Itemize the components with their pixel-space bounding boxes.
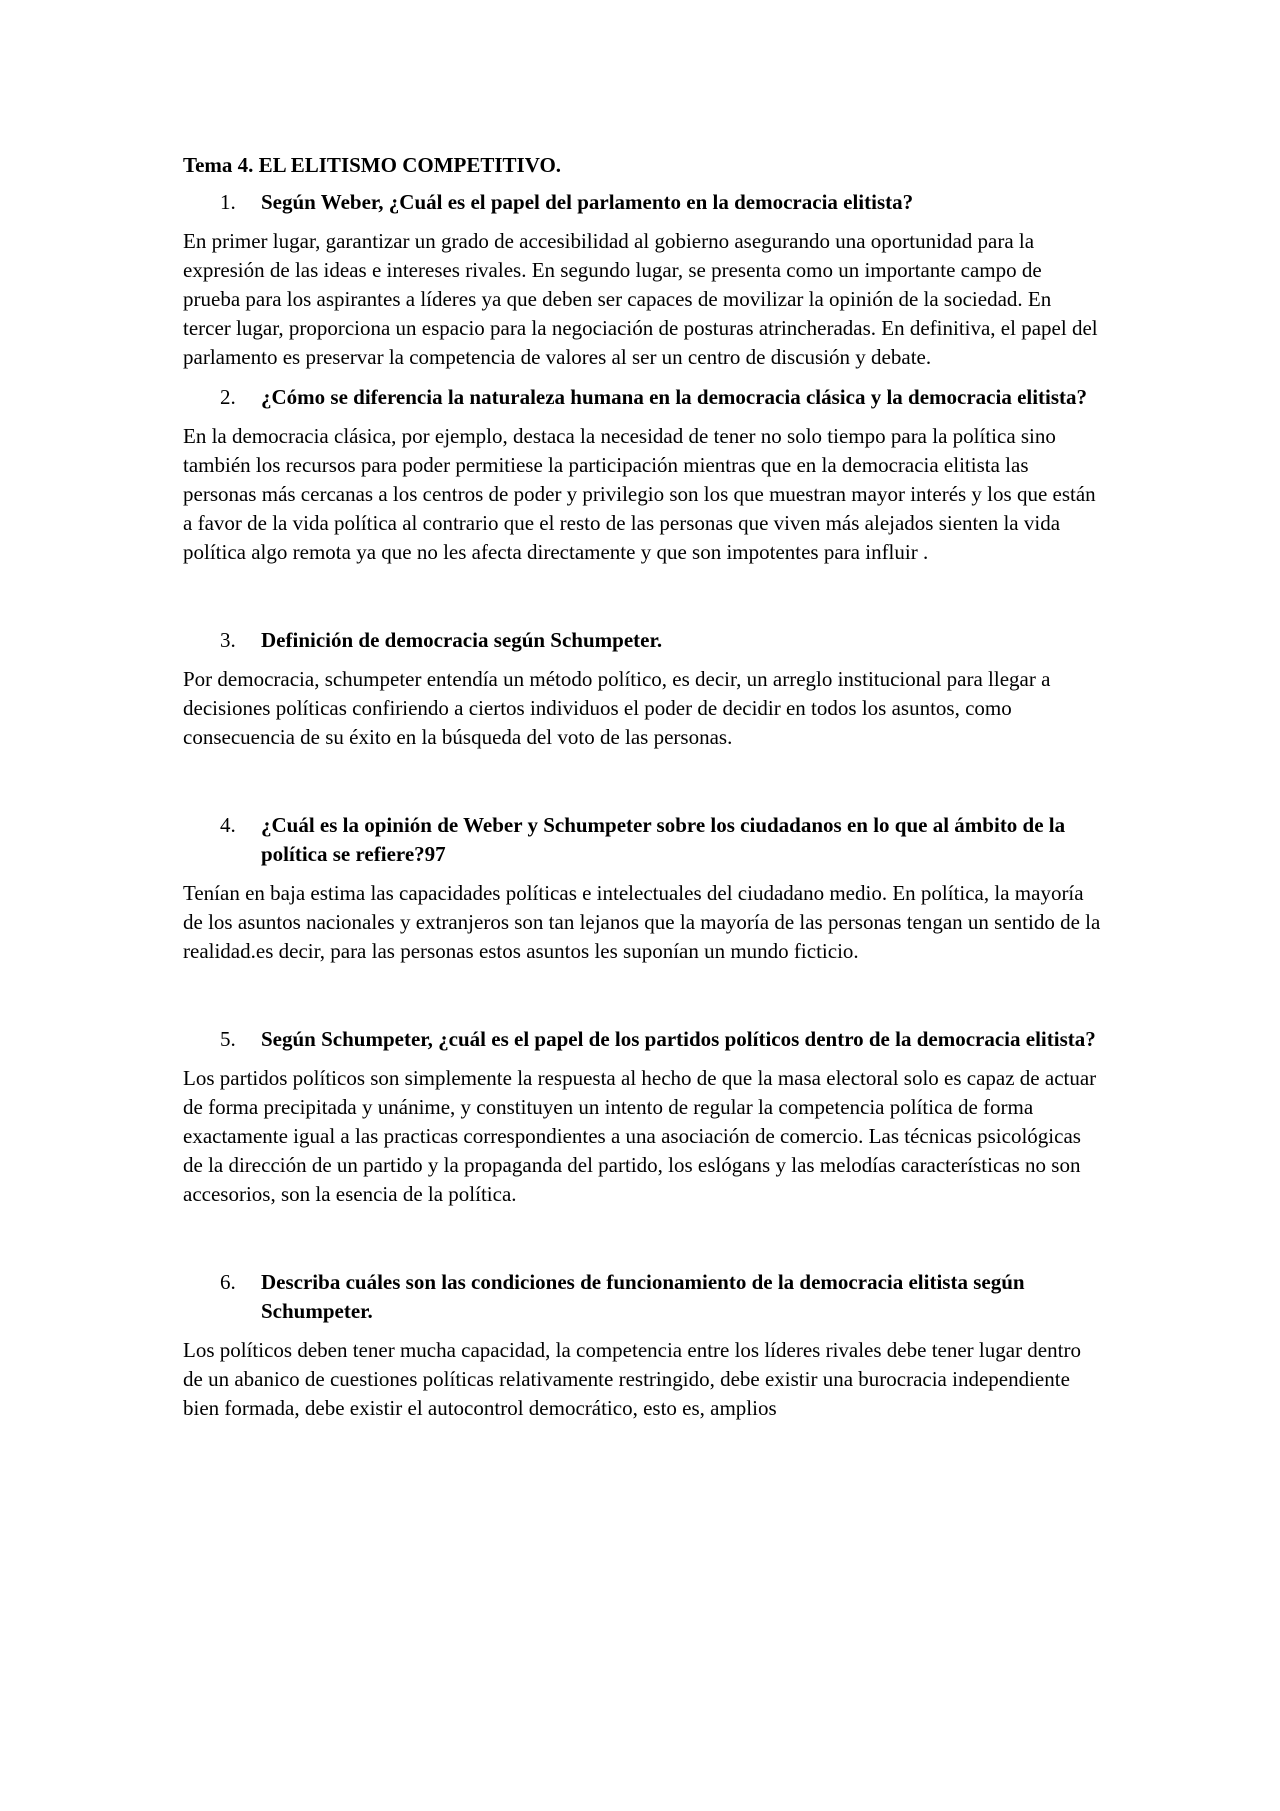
spacer — [183, 977, 1103, 1025]
question-text: Definición de democracia según Schumpeter. — [261, 628, 663, 652]
document-title: Tema 4. EL ELITISMO COMPETITIVO. — [183, 153, 562, 177]
question-text: Describa cuáles son las condiciones de funcionamiento de la democracia elitista según Schumpeter. — [261, 1270, 1025, 1323]
spacer — [183, 1220, 1103, 1268]
answer-4: Tenían en baja estima las capacidades políticas e intelectuales del ciudadano medio. En política, la mayoría de los asuntos nacionales y extranjeros son tan lejanos que la mayoría de las personas tengan un sentido de la realidad.es decir, para las personas estos asuntos les suponían un mundo ficticio. — [183, 881, 1101, 963]
document-body — [183, 151, 1103, 1434]
question-2 — [183, 383, 1103, 412]
answer-6: Los políticos deben tener mucha capacidad, la competencia entre los líderes rivales debe tener lugar dentro de un abanico de cuestiones políticas relativamente restringido, debe existir una burocracia independiente bien formada, debe existir el autocontrol democrático, esto es, amplios — [183, 1338, 1081, 1420]
question-number: 1. — [220, 190, 236, 214]
answer-5: Los partidos políticos son simplemente la respuesta al hecho de que la masa electoral solo es capaz de actuar de forma precipitada y unánime, y constituyen un intento de regular la competencia política de forma exactamente igual a las practicas correspondientes a una asociación de comercio. Las técnicas psicológicas de la dirección de un partido y la propaganda del partido, los eslógans y las melodías características no son accesorios, son la esencia de la política. — [183, 1066, 1097, 1206]
answer-3: Por democracia, schumpeter entendía un método político, es decir, un arreglo institucional para llegar a decisiones políticas confiriendo a ciertos individuos el poder de decidir en todos los asuntos, como consecuencia de su éxito en la búsqueda del voto de las personas. — [183, 667, 1051, 749]
question-text: Según Weber, ¿Cuál es el papel del parlamento en la democracia elitista? — [261, 190, 914, 214]
question-number: 2. — [220, 385, 236, 409]
question-text: ¿Cuál es la opinión de Weber y Schumpeter sobre los ciudadanos en lo que al ámbito de la política se refiere?97 — [261, 813, 1066, 866]
spacer — [183, 578, 1103, 626]
spacer — [183, 763, 1103, 811]
question-3 — [183, 626, 1103, 655]
question-6 — [183, 1268, 1103, 1326]
question-1 — [183, 188, 1103, 217]
question-number: 3. — [220, 628, 236, 652]
question-text: ¿Cómo se diferencia la naturaleza humana en la democracia clásica y la democracia elitista? — [261, 385, 1088, 409]
question-number: 6. — [220, 1270, 236, 1294]
question-number: 5. — [220, 1027, 236, 1051]
question-text: Según Schumpeter, ¿cuál es el papel de los partidos políticos dentro de la democracia elitista? — [261, 1027, 1096, 1051]
question-number: 4. — [220, 813, 236, 837]
answer-1: En primer lugar, garantizar un grado de accesibilidad al gobierno asegurando una oportunidad para la expresión de las ideas e intereses rivales. En segundo lugar, se presenta como un importante campo de prueba para los aspirantes a líderes ya que deben ser capaces de movilizar la opinión de la sociedad. En tercer lugar, proporciona un espacio para la negociación de posturas atrincheradas. En definitiva, el papel del parlamento es preservar la competencia de valores al ser un centro de discusión y debate. — [183, 229, 1098, 369]
answer-2: En la democracia clásica, por ejemplo, destaca la necesidad de tener no solo tiempo para la política sino también los recursos para poder permitiese la participación mientras que en la democracia elitista las personas más cercanas a los centros de poder y privilegio son los que muestran mayor interés y los que están a favor de la vida política al contrario que el resto de las personas que viven más alejados sienten la vida política algo remota ya que no les afecta directamente y que son impotentes para influir . — [183, 424, 1096, 564]
question-4 — [183, 811, 1103, 869]
question-5 — [183, 1025, 1103, 1054]
